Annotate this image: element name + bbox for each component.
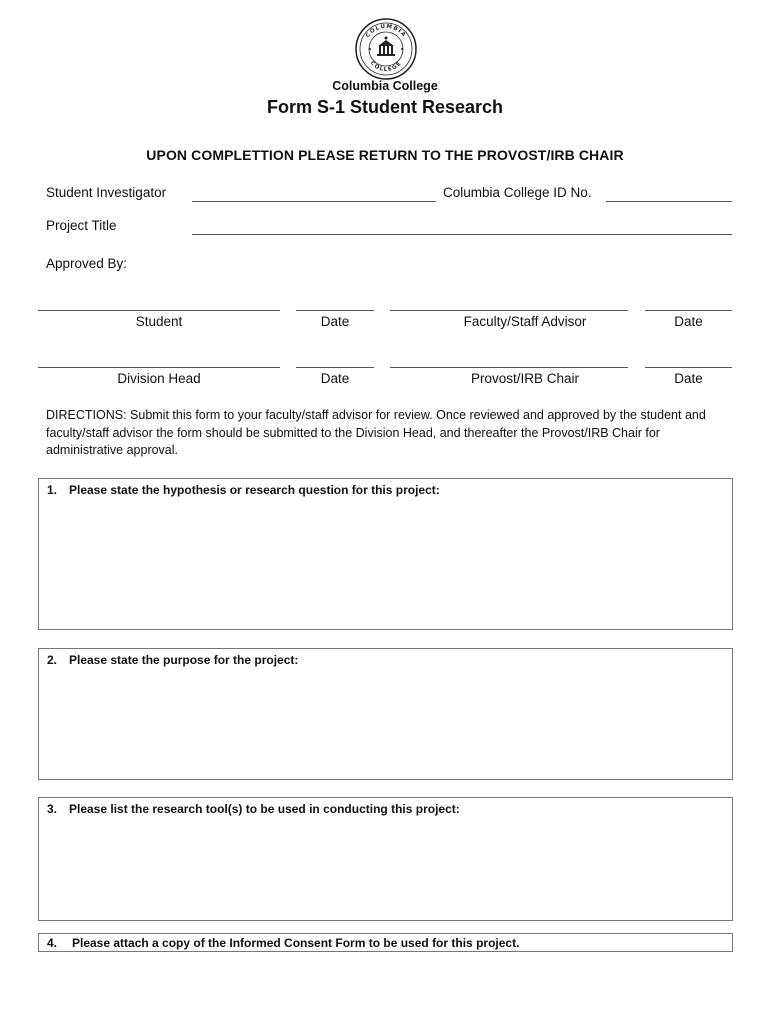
college-id-label: Columbia College ID No. [443, 185, 592, 200]
return-instruction: UPON COMPLETTION PLEASE RETURN TO THE PROVOST/IRB CHAIR [146, 147, 624, 163]
college-seal-icon [355, 18, 417, 80]
provost-signature-label: Provost/IRB Chair [470, 371, 580, 386]
question-box-1[interactable] [38, 478, 733, 630]
question-4-number: 4. [47, 936, 58, 950]
advisor-date-line[interactable] [645, 310, 732, 311]
question-3-text: Please list the research tool(s) to be used in conducting this project: [69, 802, 460, 816]
approved-by-label: Approved By: [46, 256, 128, 271]
provost-date-line[interactable] [645, 367, 732, 368]
question-box-4[interactable] [38, 933, 733, 952]
project-title-label: Project Title [46, 218, 117, 233]
question-3-number: 3. [47, 802, 58, 816]
division-head-date-line[interactable] [296, 367, 374, 368]
provost-date-label: Date [674, 371, 703, 386]
question-1-label [47, 483, 440, 497]
question-2-text: Please state the purpose for the project: [69, 653, 299, 667]
question-box-2[interactable] [38, 648, 733, 780]
svg-text:COLUMBIA: COLUMBIA [364, 23, 408, 40]
student-investigator-field[interactable] [192, 201, 436, 202]
provost-signature-line[interactable] [390, 367, 628, 368]
advisor-signature-line[interactable] [390, 310, 628, 311]
form-title: Form S-1 Student Research [266, 97, 504, 117]
advisor-signature-label: Faculty/Staff Advisor [463, 314, 587, 329]
question-box-3[interactable] [38, 797, 733, 921]
division-head-date-label: Date [320, 371, 350, 386]
directions-text: DIRECTIONS: Submit this form to your faculty/staff advisor for review. Once reviewed and approved by the student and faculty/staff advisor the form should be submitted to the Division Head, and thereafter the Provost/IRB Chair for administrative approval. [46, 408, 706, 457]
student-date-line[interactable] [296, 310, 374, 311]
question-1-text: Please state the hypothesis or research question for this project: [69, 483, 440, 497]
question-4-text: Please attach a copy of the Informed Consent Form to be used for this project. [72, 936, 520, 950]
student-date-label: Date [320, 314, 350, 329]
college-id-field[interactable] [606, 201, 732, 202]
division-head-signature-line[interactable] [38, 367, 280, 368]
question-3-label [47, 802, 460, 816]
student-signature-label: Student [135, 314, 183, 329]
question-4-label [47, 936, 519, 950]
project-title-field[interactable] [192, 234, 732, 235]
student-investigator-label: Student Investigator [46, 185, 167, 200]
advisor-date-label: Date [674, 314, 703, 329]
question-1-number: 1. [47, 483, 58, 497]
svg-text:COLLEGE: COLLEGE [368, 60, 404, 74]
question-2-label [47, 653, 298, 667]
student-signature-line[interactable] [38, 310, 280, 311]
college-name: Columbia College [332, 79, 438, 93]
question-2-number: 2. [47, 653, 58, 667]
division-head-signature-label: Division Head [117, 371, 201, 386]
